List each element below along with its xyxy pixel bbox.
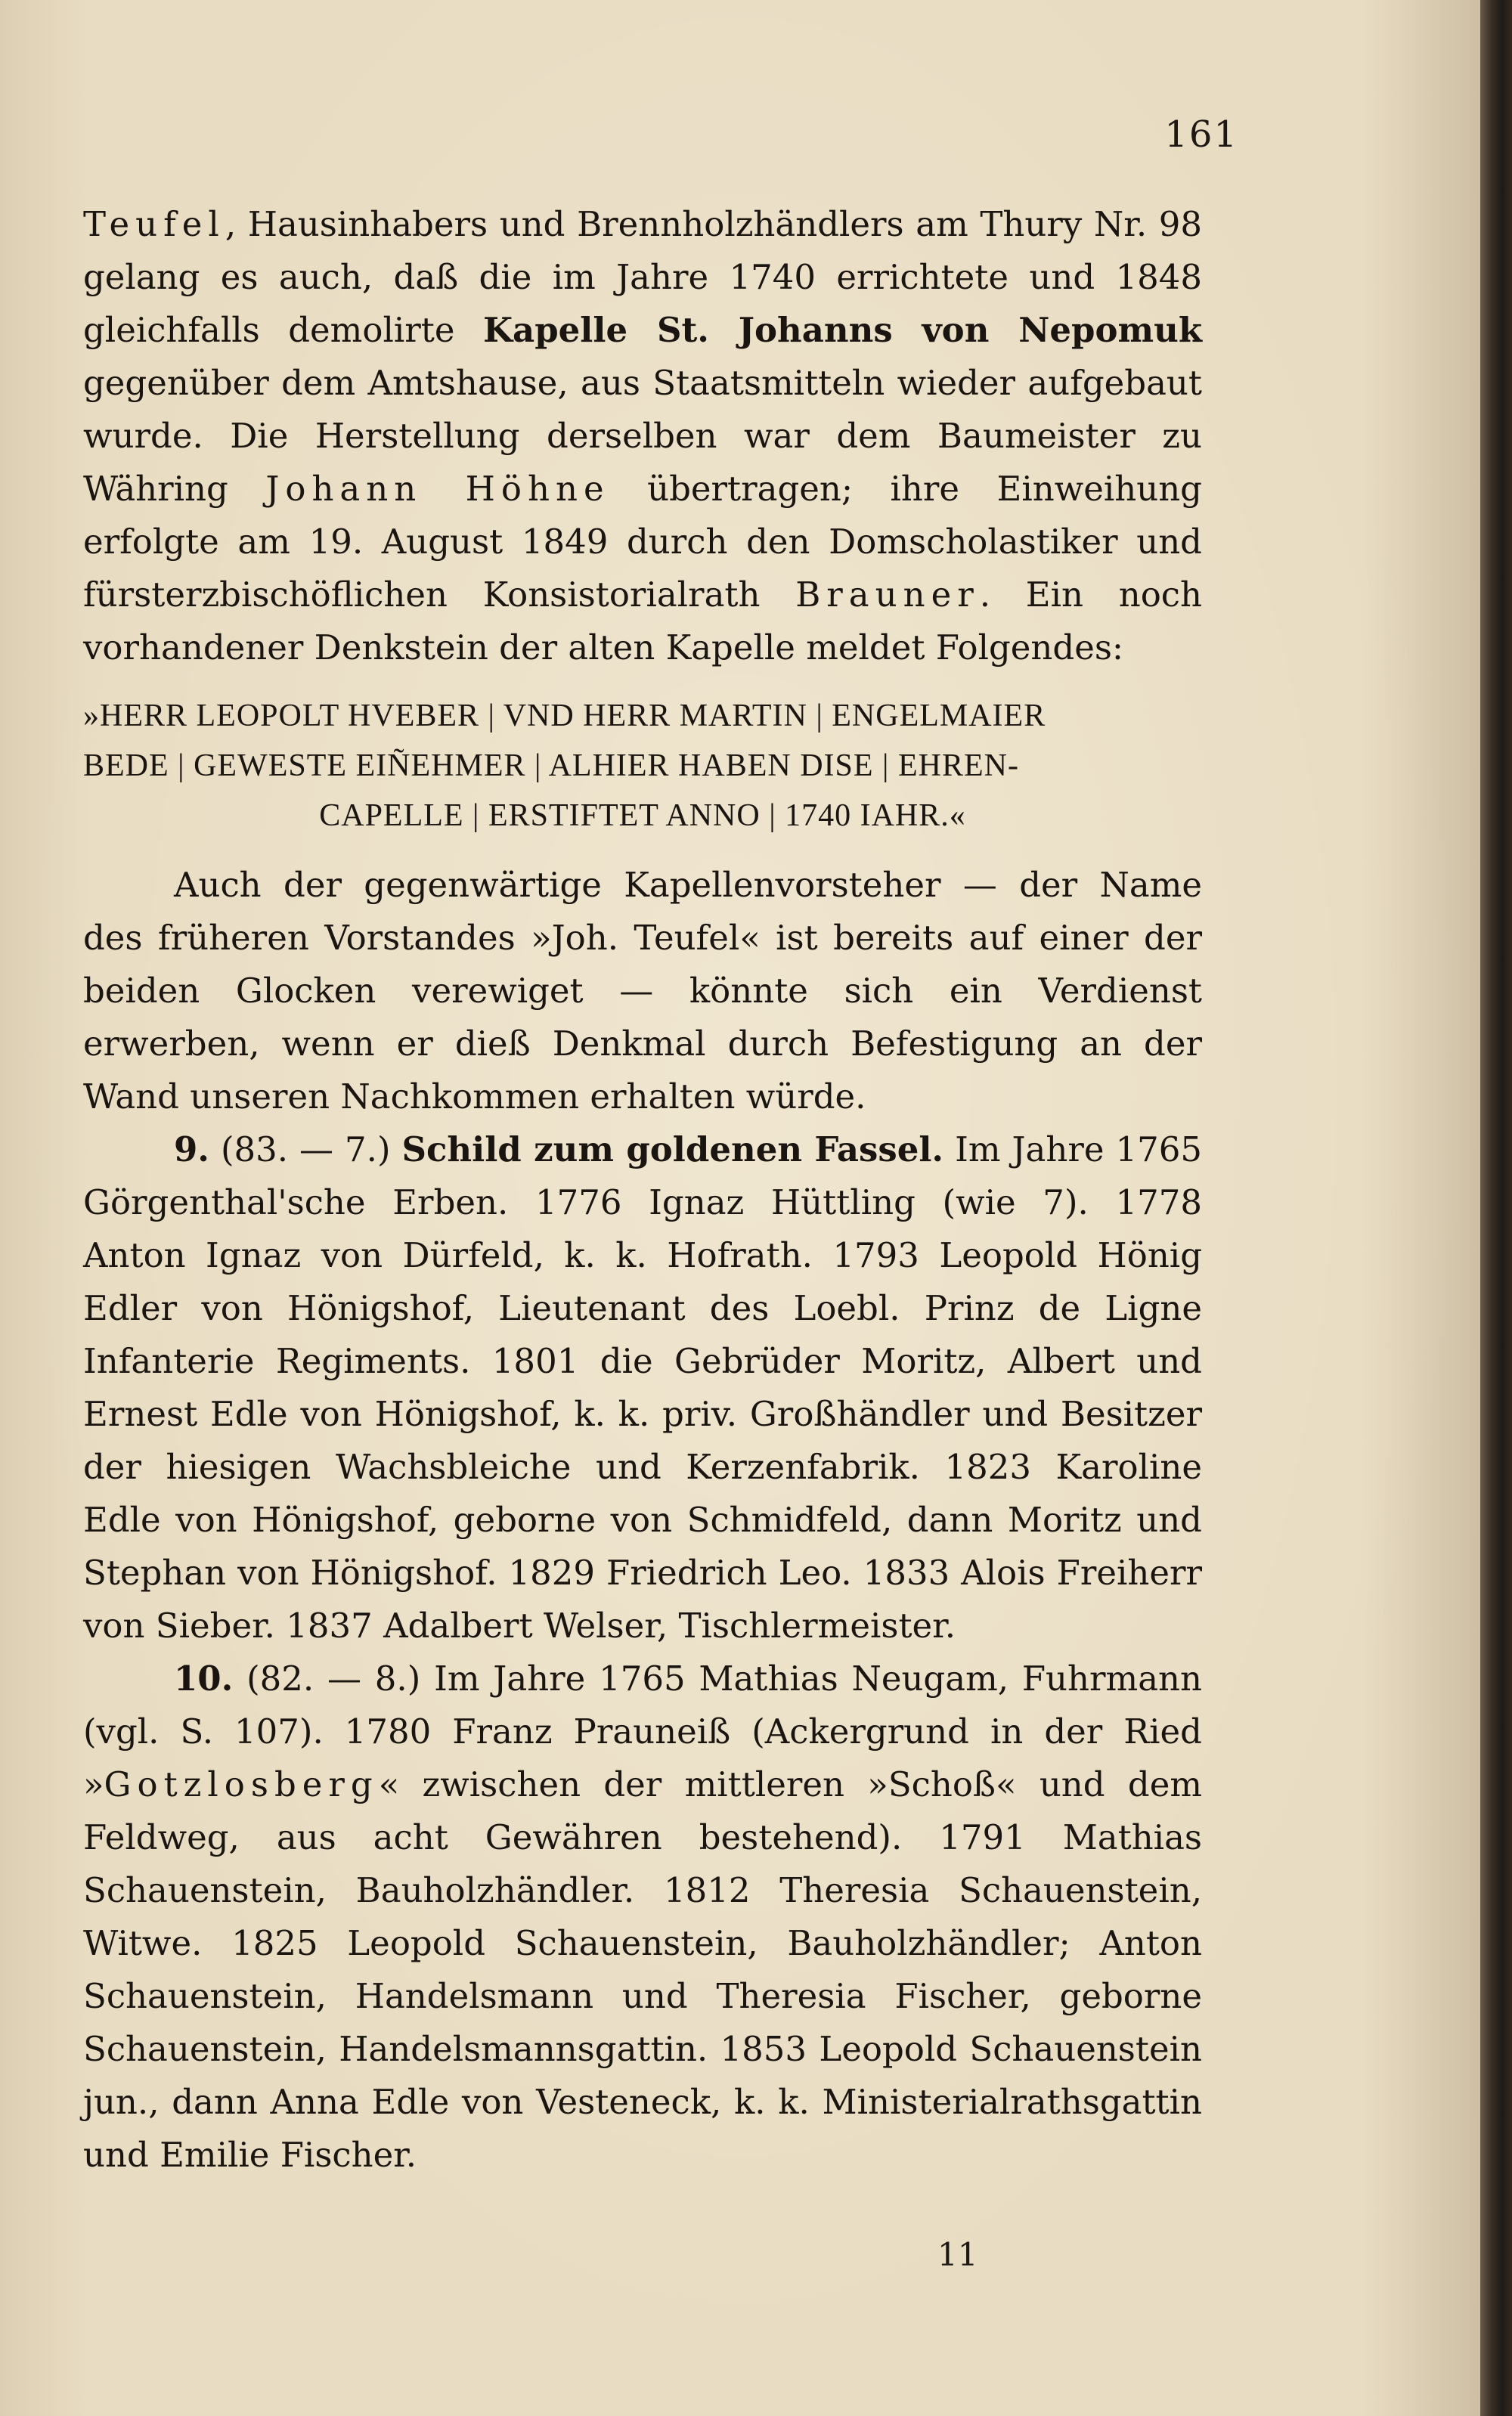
section-number: 10. (174, 1659, 234, 1699)
text-run: , Hausinhabers und Brennholzhändlers am Thury Nr. 98 gelang es auch, daß die im Jahre 1740 errichtete und 1848 gleichfalls demolirte (83, 204, 1202, 350)
name-brauner: Brauner (795, 575, 980, 615)
name-teufel: Teufel (83, 204, 225, 244)
paragraph-bell: Auch der gegenwärtige Kapellenvorsteher — der Name des früheren Vorstandes »Joh. Teufel« ist bereits auf einer der beiden Glocken verewiget — könnte sich ein Verdienst erwerben, wenn er dieß Denkmal durch Befestigung an der Wand unseren Nachkommen erhalten würde. (83, 865, 1202, 1117)
name-hoehne: Johann Höhne (265, 469, 610, 509)
section-title: Schild zum goldenen Fassel. (401, 1129, 944, 1169)
text-run: gegenüber dem Amtshause, aus Staatsmitteln wieder aufgebaut wurde. Die Herstellung derselben war dem Baumeister zu Währing (83, 363, 1202, 509)
section-number: 9. (174, 1129, 209, 1169)
chapel-name: Kapelle St. Johanns von Nepomuk (482, 310, 1202, 350)
section-9 (83, 1123, 1202, 1652)
inscription (83, 691, 1202, 841)
field-name: Gotzlosberg (104, 1764, 379, 1804)
section-body: Im Jahre 1765 Görgenthal'sche Erben. 1776 Ignaz Hüttling (wie 7). 1778 Anton Ignaz von Dürfeld, k. k. Hofrath. 1793 Leopold Hönig Edler von Hönigshof, Lieutenant des Loebl. Prinz de Ligne Infanterie Regiments. 1801 die Gebrüder Moritz, Albert und Ernest Edle von Hönigshof, k. k. priv. Großhändler und Besitzer der hiesigen Wachsbleiche und Kerzenfabrik. 1823 Karoline Edle von Hönigshof, geborne von Schmidfeld, dann Moritz und Stephan von Hönigshof. 1829 Friedrich Leo. 1833 Alois Freiherr von Sieber. 1837 Adalbert Welser, Tischlermeister. (83, 1129, 1202, 1646)
paragraph-chapel (83, 198, 1202, 674)
book-binding (1480, 0, 1512, 2416)
section-ref: (83. — 7.) (209, 1129, 402, 1169)
signature-mark: 11 (937, 2236, 978, 2273)
section-ref: (82. — 8.) (233, 1659, 435, 1699)
page-number: 161 (1164, 113, 1238, 156)
inscription-line-3: CAPELLE | ERSTIFTET ANNO | 1740 IAHR.« (319, 798, 966, 833)
text-run: . Ein noch vorhandener Denkstein der alten Kapelle meldet Folgendes: (83, 575, 1202, 667)
section-10 (83, 1652, 1202, 2182)
body-text (83, 198, 1202, 2182)
text-run: « zwischen der mittleren »Schoß« und dem Feldweg, aus acht Gewähren bestehend). 1791 Mathias Schauenstein, Bauholzhändler. 1812 Theresia Schauenstein, Witwe. 1825 Leopold Schauenstein, Bauholzhändler; Anton Schauenstein, Handelsmann und Theresia Fischer, geborne Schauenstein, Handelsmannsgattin. 1853 Leopold Schauenstein jun., dann Anna Edle von Vesteneck, k. k. Ministerialrathsgattin und Emilie Fischer. (83, 1764, 1202, 2175)
inscription-line-1: »HERR LEOPOLT HVEBER | VND HERR MARTIN | ENGELMAIER (83, 698, 1046, 733)
inscription-line-2: BEDE | GEWESTE EIÑEHMER | ALHIER HABEN DISE | EHREN- (83, 748, 1019, 783)
text-run: Im Jahre 1765 Mathias Neugam, Fuhrmann (vgl. S. 107). 1780 Franz Prauneiß (Ackergrund in der Ried » (83, 1659, 1202, 1804)
text-run: übertragen; ihre Einweihung erfolgte am 19. August 1849 durch den Domscholastiker und fürsterzbischöflichen Konsistorialrath (83, 469, 1202, 615)
